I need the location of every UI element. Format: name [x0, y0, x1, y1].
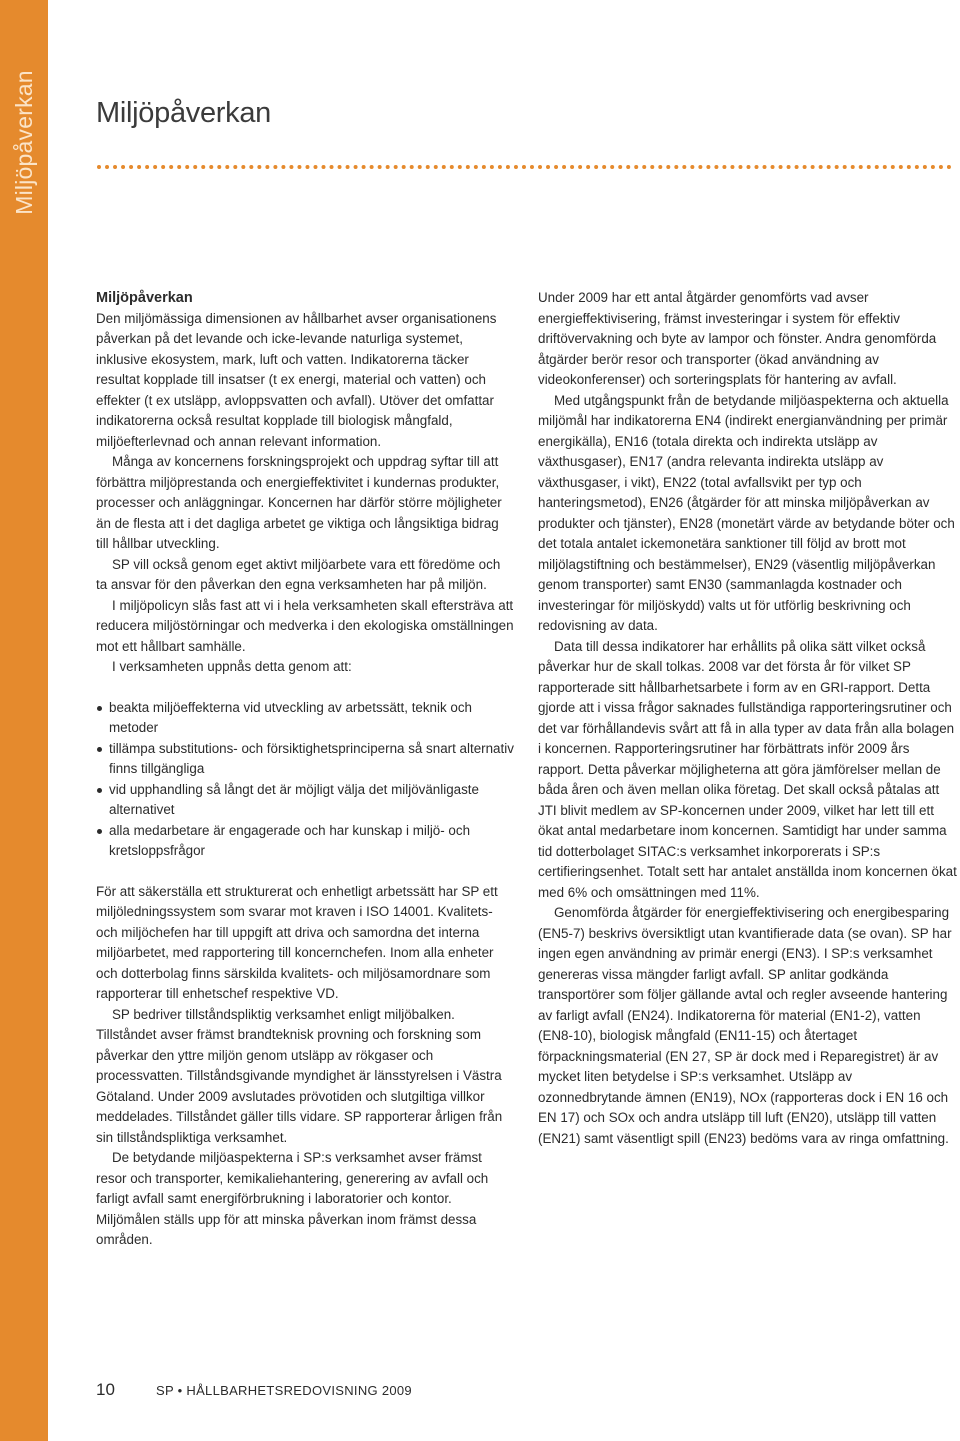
left-column	[96, 288, 514, 1251]
report-title: SP • HÅLLBARHETSREDOVISNING 2009	[156, 1383, 412, 1398]
spacer	[96, 862, 514, 882]
paragraph: De betydande miljöaspekterna i SP:s verksamhet avser främst resor och transporter, kemikaliehantering, generering av avfall och farligt avfall samt energiförbrukning i laboratorier och kontor. Miljömålen ställs upp för att minska påverkan inom främst dessa områden.	[96, 1150, 489, 1247]
bullet-item: tillämpa substitutions- och försiktighetsprinciperna så snart alternativ finns tillgängliga	[96, 739, 514, 780]
paragraph: SP bedriver tillståndspliktig verksamhet enligt miljöbalken. Tillståndet avser främst brandteknisk provning och forskning som påverkar den yttre miljön genom utsläpp av rökgaser och processvatten. Tillståndsgivande myndighet är länsstyrelsen i Västra Götaland. Under 2009 avslutades prövotiden och slutgiltiga villkor meddelades. Tillståndet gäller tills vidare. SP rapporterar årligen från sin tillståndspliktiga verksamhet.	[96, 1006, 503, 1145]
paragraph: Genomförda åtgärder för energieffektivisering och energibesparing (EN5-7) beskrivs översiktligt utan kvantifierade data (se ovan). SP har ingen egen användning av primär energi (EN3). I SP:s verksamhet genereras vissa mängder farligt avfall. SP anlitar godkända transportörer som följer gällande avtal och regler avseende hantering av farligt avfall (EN24). Indikatorerna för material (EN1-2), vatten (EN8-10), biologisk mångfald (EN11-15) och återtaget förpackningsmaterial (EN 27, SP är dock med i Reparegistret) är av mycket liten betydelse i SP:s verksamhet. Utsläpp av ozonnedbrytande ämnen (EN19), NOx (rapporteras dock i EN 16 och EN 17) och SOx och andra utsläpp till luft (EN20), utsläpp till vatten (EN21) samt väsentligt spill (EN23) bedöms vara av ringa omfattning.	[538, 905, 952, 1146]
bullet-item: alla medarbetare är engagerade och har kunskap i miljö- och kretsloppsfrågor	[96, 821, 514, 862]
side-tab	[0, 0, 48, 1441]
paragraph: SP vill också genom eget aktivt miljöarbete vara ett föredöme och ta ansvar för den påverkan den egna verksamheten har på miljön.	[96, 556, 501, 592]
paragraph: Många av koncernens forskningsprojekt och uppdrag syftar till att förbättra miljöprestanda och energieffektivitet i kundernas produkter, processer och anläggningar. Koncernen har därför större möjligheter än de flesta att i det dagliga arbetet ge viktiga och långsiktiga bidrag till hållbar utveckling.	[96, 454, 502, 551]
paragraph: I verksamheten uppnås detta genom att:	[112, 659, 352, 674]
section-heading: Miljöpåverkan	[96, 290, 193, 306]
bullet-item: vid upphandling så långt det är möjligt välja det miljövänligaste alternativet	[96, 780, 514, 821]
intro-paragraph: Den miljömässiga dimensionen av hållbarhet avser organisationens påverkan på det levande och icke-levande naturliga systemet, inklusive ekosystem, mark, luft och vatten. Indikatorerna täcker resultat kopplade till insatser (t ex energi, material och vatten) och effekter (t ex utsläpp, avloppsvatten och avfall). Utöver det omfattar indikatorerna också resultat kopplade till biologisk mångfald, miljöefterlevnad och annan relevant information.	[96, 310, 497, 449]
bullet-list	[96, 698, 514, 862]
paragraph: Med utgångspunkt från de betydande miljöaspekterna och aktuella miljömål har indikatorerna EN4 (indirekt energianvändning per primär energikälla), EN16 (totala direkta och indirekta utsläpp av växthusgaser), EN17 (andra relevanta indirekta utsläpp av växthusgaser, i vikt), EN22 (total avfallsvikt per typ och hanteringsmetod), EN26 (åtgärder för att minska miljöpåverkan av produkter och tjänster), EN28 (monetärt värde av betydande böter och det totala antalet ickemonetära sanktioner till följd av brott mot miljölagstiftning och bestämmelser), EN29 (väsentlig miljöpåverkan genom transporter) samt EN30 (sammanlagda kostnader och investeringar för miljöskydd) valts ut för utförlig beskrivning och redovisning av data.	[538, 392, 955, 633]
title-dotted-rule	[97, 165, 952, 169]
side-tab-label-wrap	[6, 0, 42, 285]
side-tab-label: Miljöpåverkan	[10, 70, 37, 215]
paragraph: Data till dessa indikatorer har erhållits på olika sätt vilket också påverkar hur de skall tolkas. 2008 var det första år för vilket SP rapporterade sitt hållbarhetsarbete i form av en GRI-rapport. Detta gjorde att i vissa frågor saknades fullständiga rapporteringsrutiner och det var förhållandevis svårt att få in alla typer av data från alla bolagen i koncernen. Rapporteringsrutiner har förbättrats inför 2009 års rapport. Detta påverkar möjligheterna att göra jämförelser mellan de båda åren och även mellan olika företag. Det skall också påtalas att JTI blivit medlem av SP-koncernen under 2009, vilket har lett till ett ökat antal medarbetare inom koncernen. Samtidigt har under samma tid dotterbolaget SITAC:s verksamhet inkorporerats i SP:s certifieringsenhet. Totalt sett har antalet anställda inom koncernen ökat med 6% och omsättningen med 11%.	[538, 638, 957, 900]
paragraph: För att säkerställa ett strukturerat och enhetligt arbetssätt har SP ett miljöledningssystem som svarar mot kraven i ISO 14001. Kvalitets- och miljöchefen har till uppgift att driva och samordna det interna miljöarbetet, med rapportering till koncernchefen. Inom alla enheter och dotterbolag finns särskilda kvalitets- och miljösamordnare som rapporterar till enhetschef respektive VD.	[96, 883, 498, 1001]
spacer	[96, 678, 514, 698]
right-column	[538, 288, 957, 1149]
page-footer	[96, 1380, 412, 1400]
paragraph: Under 2009 har ett antal åtgärder genomförts vad avser energieffektivisering, främst investeringar i system för effektiv driftövervakning och byte av lampor och fönster. Andra genomförda åtgärder berör resor och transporter (ökad användning av videokonferenser) och sorteringsplats för hantering av avfall.	[538, 290, 937, 387]
bullet-item: beakta miljöeffekterna vid utveckling av arbetssätt, teknik och metoder	[96, 698, 514, 739]
page-title: Miljöpåverkan	[96, 97, 272, 129]
paragraph: I miljöpolicyn slås fast att vi i hela verksamheten skall eftersträva att reducera miljöstörningar och medverka i den ekologiska omställningen mot ett hållbart samhälle.	[96, 597, 514, 654]
page-number: 10	[96, 1380, 115, 1399]
